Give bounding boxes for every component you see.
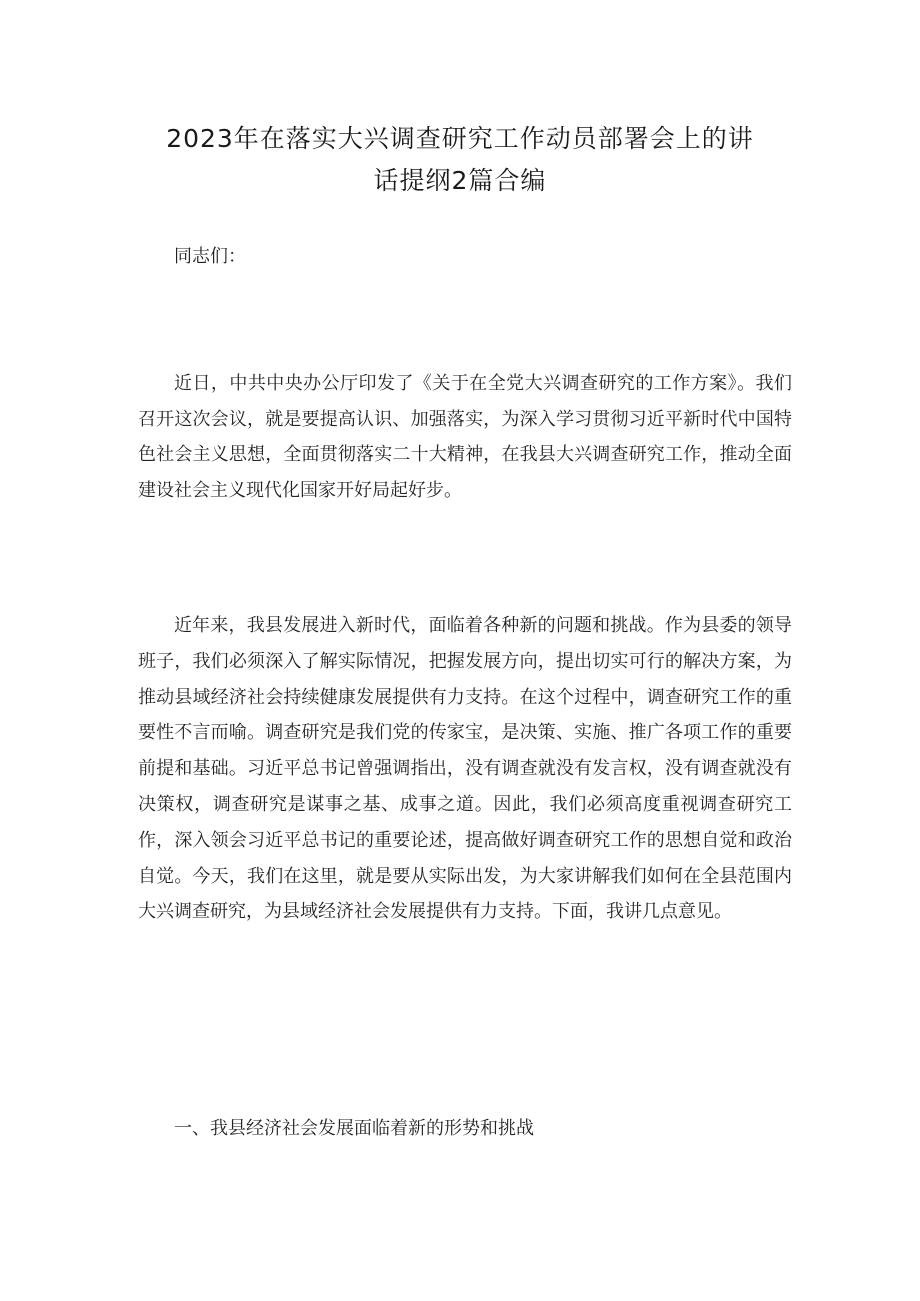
- title-line-2: 话提纲2篇合编: [373, 166, 547, 195]
- document-title: [120, 118, 800, 202]
- greeting: 同志们：: [174, 246, 246, 267]
- section-heading: 一、我县经济社会发展面临着新的形势和挑战: [174, 1118, 534, 1139]
- paragraph-background: 近年来，我县发展进入新时代，面临着各种新的问题和挑战。作为县委的领导班子，我们必须深入了解实际情况，把握发展方向，提出切实可行的解决方案，为推动县域经济社会持续健康发展提供有力支持。在这个过程中，调查研究工作的重要性不言而喻。调查研究是我们党的传家宝，是决策、实施、推广各项工作的重要前提和基础。习近平总书记曾强调指出，没有调查就没有发言权，没有调查就没有决策权，调查研究是谋事之基、成事之道。因此，我们必须高度重视调查研究工作，深入领会习近平总书记的重要论述，提高做好调查研究工作的思想自觉和政治自觉。今天，我们在这里，就是要从实际出发，为大家讲解我们如何在全县范围内大兴调查研究，为县域经济社会发展提供有力支持。下面，我讲几点意见。: [138, 615, 792, 923]
- paragraph-intro: 近日，中共中央办公厅印发了《关于在全党大兴调查研究的工作方案》。我们召开这次会议，就是要提高认识、加强落实，为深入学习贯彻习近平新时代中国特色社会主义思想，全面贯彻落实二十大精神，在我县大兴调查研究工作，推动全面建设社会主义现代化国家开好局起好步。: [138, 373, 792, 501]
- title-line-1: 2023年在落实大兴调查研究工作动员部署会上的讲: [166, 124, 754, 153]
